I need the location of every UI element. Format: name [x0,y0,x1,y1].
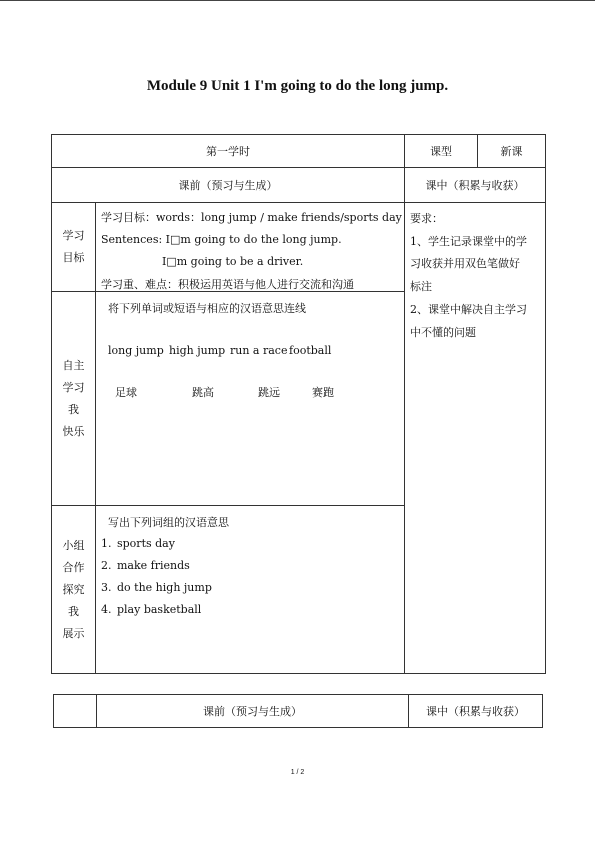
group-work-label-text: 小组 合作 探究 我 展示 [62,538,85,640]
self-study-label [52,292,96,506]
requirements-cell [405,203,546,674]
req-line-4: 标注 [410,280,432,293]
in-class-header: 课中（积累与收获） [405,168,546,203]
group-item [101,559,190,572]
continuation-empty-cell [54,695,97,728]
group-item-number: 1. [101,537,112,550]
before-class-header: 课前（预习与生成） [52,168,405,203]
group-item [101,581,212,594]
self-study-label-text: 自主 学习 我 快乐 [62,358,85,438]
group-item [101,537,175,550]
continuation-in-header: 课中（积累与收获） [409,695,543,728]
english-term-2: high jump [169,344,226,357]
group-item-number: 4. [101,603,112,616]
req-line-5: 2、课堂中解决自主学习 [410,303,527,316]
continuation-before-header: 课前（预习与生成） [97,695,409,728]
group-work-label [52,506,96,674]
english-term-1: long jump [108,344,164,357]
group-work-cell [96,506,405,674]
chinese-term-4: 赛跑 [312,386,334,399]
req-line-2: 1、学生记录课堂中的学 [410,235,527,248]
type-label-cell: 课型 [405,135,478,168]
chinese-term-2: 跳高 [192,386,214,399]
group-item-text: do the high jump [117,581,212,594]
goals-line-2: Sentences: I□m going to do the long jump. [101,233,342,246]
goals-label [52,203,96,292]
group-item [101,603,201,616]
chinese-term-3: 跳远 [258,386,280,399]
req-line-3: 习收获并用双色笔做好 [410,257,520,270]
lesson-table [51,134,546,674]
group-item-number: 3. [101,581,112,594]
self-study-cell [96,292,405,506]
goals-line-3: I□m going to be a driver. [162,255,304,268]
goals-line-1: 学习目标：words：long jump / make friends/sports day [101,211,402,224]
group-item-text: make friends [117,559,190,572]
page-title: Module 9 Unit 1 I'm going to do the long jump. [146,78,449,94]
group-item-number: 2. [101,559,112,572]
goals-line-4: 学习重、难点：积极运用英语与他人进行交流和沟通 [101,278,354,291]
page-number: 1 / 2 [290,769,305,776]
type-value-cell: 新课 [478,135,546,168]
goals-cell [96,203,405,292]
req-line-6: 中不懂的问题 [410,326,476,339]
chinese-term-1: 足球 [115,386,137,399]
self-study-instruction: 将下列单词或短语与相应的汉语意思连线 [108,302,306,315]
english-term-3: run a race [230,344,288,357]
period-cell: 第一学时 [52,135,405,168]
english-term-4: football [289,344,332,357]
continuation-table [53,694,543,728]
group-item-text: play basketball [117,603,202,616]
req-line-1: 要求： [410,212,443,225]
group-work-instruction: 写出下列词组的汉语意思 [108,516,229,529]
group-item-text: sports day [117,537,175,550]
goals-label-text: 学习 目标 [62,229,85,264]
top-rule [0,0,595,1]
